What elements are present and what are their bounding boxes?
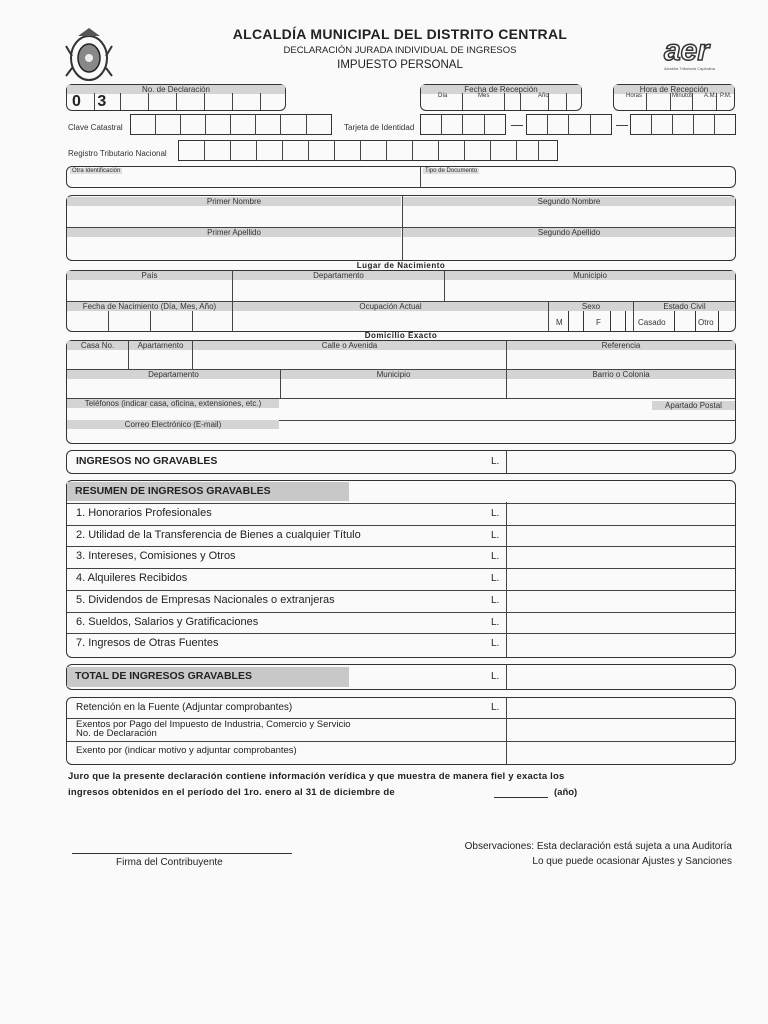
- id-card-part3[interactable]: [630, 114, 736, 135]
- form-subtitle: DECLARACIÓN JURADA INDIVIDUAL DE INGRESOS: [283, 45, 517, 56]
- reception-year-label: Año: [538, 93, 549, 99]
- email-label: Correo Electrónico (E-mail): [67, 420, 279, 429]
- exempt-declaration-no-label: No. de Declaración: [76, 728, 157, 739]
- observations-line1: Observaciones: Esta declaración está sujeta a una Auditoría: [464, 841, 732, 852]
- married-label: Casado: [638, 318, 666, 327]
- other-id-box[interactable]: [66, 166, 736, 188]
- house-number-label: Casa No.: [67, 341, 128, 350]
- sex-label: Sexo: [549, 302, 633, 311]
- oath-line1: Juro que la presente declaración contiene información verídica y que muestra de manera fiel y exacta los: [68, 771, 565, 782]
- total-taxable-label: TOTAL DE INGRESOS GRAVABLES: [67, 667, 349, 687]
- cadastral-key-label: Clave Catastral: [68, 123, 123, 132]
- birthplace-title: Lugar de Nacimiento: [356, 261, 446, 270]
- rtn-label: Registro Tributario Nacional: [68, 149, 167, 158]
- withholding-amount-input[interactable]: [508, 699, 734, 717]
- exempt-reason-input[interactable]: [508, 743, 734, 763]
- cadastral-key-field[interactable]: [130, 114, 332, 135]
- taxable-income-item-amount-input[interactable]: [508, 547, 734, 567]
- street-label: Calle o Avenida: [193, 341, 506, 350]
- neighborhood-label: Barrio o Colonia: [507, 370, 735, 379]
- phones-label: Teléfonos (indicar casa, oficina, extensiones, etc.): [67, 399, 279, 408]
- id-card-label: Tarjeta de Identidad: [344, 123, 415, 132]
- first-surname-input[interactable]: [70, 239, 398, 259]
- non-taxable-currency: L.: [491, 456, 500, 467]
- reception-time-label: Hora de Recepción: [614, 85, 734, 94]
- email-input[interactable]: [280, 421, 734, 442]
- reception-minutes-label: Minutos: [672, 93, 694, 99]
- birth-date-label: Fecha de Nacimiento (Día, Mes, Año): [67, 302, 232, 311]
- taxable-income-item-amount-input[interactable]: [508, 591, 734, 611]
- reception-month-label: Mes: [478, 93, 490, 99]
- married-checkbox[interactable]: [674, 311, 696, 332]
- form-title: ALCALDÍA MUNICIPAL DEL DISTRITO CENTRAL: [232, 26, 568, 42]
- first-name-input[interactable]: [70, 208, 398, 225]
- aer-logo-text: aer: [664, 34, 710, 67]
- taxable-income-item-label: 5. Dividendos de Empresas Nacionales o extranjeras: [76, 594, 335, 606]
- taxable-income-item-label: 4. Alquileres Recibidos: [76, 572, 188, 584]
- year-input[interactable]: [494, 797, 548, 798]
- signature-line[interactable]: [72, 853, 292, 854]
- exempt-reason-label: Exento por (indicar motivo y adjuntar comprobantes): [76, 745, 297, 756]
- id-card-part2[interactable]: [526, 114, 612, 135]
- taxable-income-item-amount-input[interactable]: [508, 569, 734, 589]
- address-department-label: Departamento: [67, 370, 280, 379]
- occupation-label: Ocupación Actual: [233, 302, 548, 311]
- taxable-income-item-currency: L.: [491, 573, 500, 584]
- sex-f-label: F: [596, 318, 601, 327]
- aer-logo: [664, 36, 740, 78]
- taxable-income-item-currency: L.: [491, 530, 500, 541]
- address-municipality-label: Municipio: [281, 370, 506, 379]
- second-surname-label: Segundo Apellido: [403, 228, 735, 237]
- taxable-income-item-amount-input[interactable]: [508, 526, 734, 546]
- birth-department-label: Departamento: [233, 271, 444, 280]
- non-taxable-amount-input[interactable]: [508, 452, 734, 472]
- apartment-label: Apartamento: [129, 341, 192, 350]
- oath-line2: ingresos obtenidos en el período del 1ro. enero al 31 de diciembre de: [68, 787, 395, 798]
- taxable-income-item-label: 2. Utilidad de la Transferencia de Bienes a cualquier Título: [76, 529, 361, 541]
- taxable-summary-label: RESUMEN DE INGRESOS GRAVABLES: [67, 482, 349, 501]
- observations-line2: Lo que puede ocasionar Ajustes y Sanciones: [532, 856, 732, 867]
- year-label: (año): [554, 787, 578, 798]
- phones-input[interactable]: [280, 399, 650, 419]
- reception-date-label: Fecha de Recepción: [421, 85, 581, 94]
- taxable-income-item-currency: L.: [491, 595, 500, 606]
- rtn-field[interactable]: [178, 140, 558, 161]
- withholding-label: Retención en la Fuente (Adjuntar comprobantes): [76, 702, 293, 713]
- first-surname-label: Primer Apellido: [67, 228, 401, 237]
- po-box-label: Apartado Postal: [652, 401, 735, 410]
- other-status-label: Otro: [698, 318, 714, 327]
- doc-type-label: Tipo de Documento: [425, 168, 478, 174]
- sex-m-checkbox[interactable]: [568, 311, 584, 332]
- total-currency: L.: [491, 671, 500, 682]
- second-name-label: Segundo Nombre: [403, 197, 735, 206]
- total-amount-input[interactable]: [508, 666, 734, 688]
- marital-status-label: Estado Civil: [634, 302, 735, 311]
- birth-municipality-label: Municipio: [445, 271, 735, 280]
- taxable-income-item-currency: L.: [491, 638, 500, 649]
- exempt-industry-input[interactable]: [508, 720, 734, 740]
- declaration-number-label: No. de Declaración: [67, 85, 285, 94]
- taxable-income-item-currency: L.: [491, 617, 500, 628]
- non-taxable-income-label: INGRESOS NO GRAVABLES: [76, 455, 218, 467]
- taxable-income-item-label: 3. Intereses, Comisiones y Otros: [76, 550, 236, 562]
- taxable-income-item-label: 1. Honorarios Profesionales: [76, 507, 212, 519]
- reception-hours-label: Horas: [626, 93, 643, 99]
- other-id-label: Otra Identificación: [72, 168, 121, 174]
- second-surname-input[interactable]: [406, 239, 732, 259]
- taxpayer-signature-label: Firma del Contribuyente: [116, 857, 223, 868]
- taxable-income-item-amount-input[interactable]: [508, 634, 734, 654]
- taxable-income-item-currency: L.: [491, 551, 500, 562]
- sex-m-label: M: [556, 318, 563, 327]
- coat-of-arms-seal: [64, 26, 114, 86]
- id-card-part1[interactable]: [420, 114, 506, 135]
- taxable-income-item-label: 6. Sueldos, Salarios y Gratificaciones: [76, 616, 259, 628]
- exempt-industry-label: Exentos por Pago del Impuesto de Industria, Comercio y Servicio: [76, 719, 351, 730]
- declaration-number-value[interactable]: 0 3: [72, 93, 113, 110]
- first-name-label: Primer Nombre: [67, 197, 401, 206]
- taxable-income-item-currency: L.: [491, 508, 500, 519]
- sex-f-checkbox[interactable]: [610, 311, 626, 332]
- taxable-income-item-label: 7. Ingresos de Otras Fuentes: [76, 637, 219, 649]
- aer-logo-caption: Alcaldía Tributaria Capitalina: [664, 66, 715, 71]
- address-title: Domicilio Exacto: [364, 331, 438, 340]
- reception-day-label: Día: [438, 93, 448, 99]
- reference-label: Referencia: [507, 341, 735, 350]
- withholding-currency: L.: [491, 702, 500, 713]
- second-name-input[interactable]: [406, 208, 732, 225]
- form-subtitle-tax: IMPUESTO PERSONAL: [337, 59, 463, 71]
- reception-am-label: A.M.: [704, 93, 717, 99]
- reception-pm-label: P.M.: [720, 93, 732, 99]
- taxable-income-item-amount-input[interactable]: [508, 613, 734, 633]
- birth-country-label: País: [67, 271, 232, 280]
- other-status-checkbox[interactable]: [718, 311, 735, 332]
- taxable-income-item-amount-input[interactable]: [508, 504, 734, 524]
